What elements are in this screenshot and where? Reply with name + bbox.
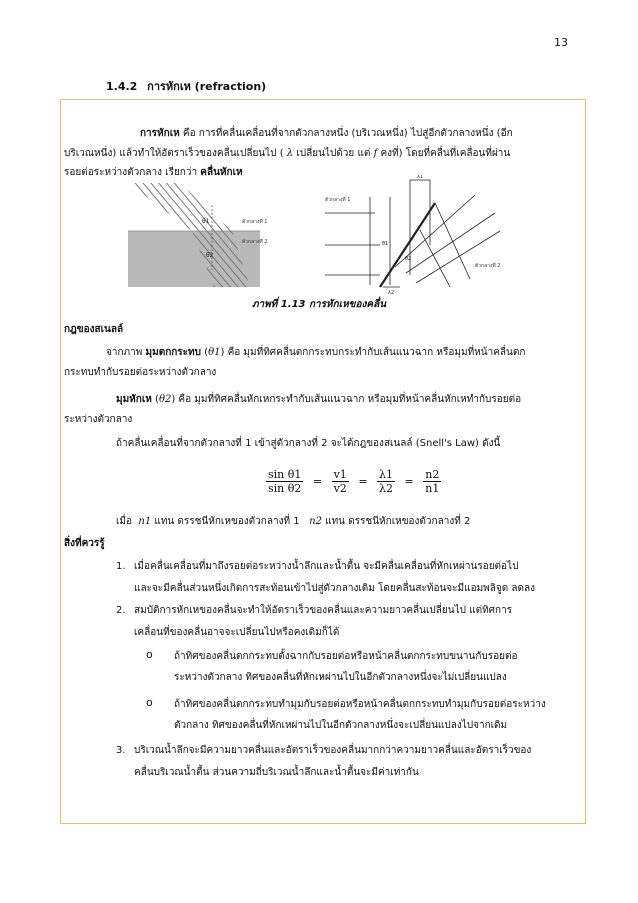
incident-line-2: กระทบทำกับรอยต่อระหว่างตัวกลาง bbox=[64, 367, 217, 378]
v1: v1 bbox=[333, 468, 347, 481]
section-number: 1.4.2 bbox=[106, 80, 138, 93]
sin-theta1: sin θ1 bbox=[268, 468, 302, 481]
item2-line-1: สมบัติการหักเหของคลื่นจะทำให้อัตราเร็วของคลื่นและความยาวคลื่นเปลี่ยนไป แต่ทิศการ bbox=[134, 605, 513, 616]
item3-number: 3. bbox=[116, 745, 126, 756]
incident-term: มุมตกกระทบ bbox=[145, 347, 201, 358]
lambda-symbol: λ bbox=[286, 148, 294, 159]
refract-term: มุมหักเห bbox=[116, 394, 152, 405]
n1: n1 bbox=[425, 482, 440, 495]
item1-number: 1. bbox=[116, 561, 126, 572]
theta2-symbol: θ2 bbox=[158, 394, 172, 405]
theta1-right: θ1 bbox=[382, 241, 389, 247]
sin-theta2: sin θ2 bbox=[268, 482, 302, 495]
lambda1: λ1 bbox=[379, 468, 394, 481]
theta1-left: θ1 bbox=[202, 218, 210, 225]
right-medium-1-label: ตัวกลางที่ 1 bbox=[325, 197, 351, 203]
item1-line-1: เมื่อคลื่นเคลื่อนที่มาถึงรอยต่อระหว่างน้ำลึกและน้ำตื้น จะมีคลื่นเคลื่อนที่หักเหผ่านรอยต่อไป bbox=[134, 561, 519, 572]
left-medium-1-label: ตัวกลางที่ 1 bbox=[242, 219, 268, 225]
where-line bbox=[116, 512, 470, 531]
figure-caption: ภาพที่ 1.13 การหักเหของคลื่น bbox=[251, 299, 387, 310]
left-diagram bbox=[128, 183, 260, 287]
item1-line-2: และจะมีคลื่นส่วนหนึ่งเกิดการสะท้อนเข้าไปสู่ตัวกลางเดิม โดยคลื่นสะท้อนจะมีแอมพลิจูด ลดลง bbox=[134, 583, 536, 594]
lambda2-label: λ2 bbox=[388, 290, 395, 295]
right-diagram bbox=[325, 180, 500, 287]
incident-text-a: จากภาพ bbox=[106, 347, 143, 358]
sub2-line-1: ถ้าทิศของคลื่นตกกระทบทำมุมกับรอยต่อหรือหน้าคลื่นตกกระทบทำมุมกับรอยต่อระหว่าง bbox=[174, 699, 546, 710]
n2: n2 bbox=[425, 468, 440, 481]
snell-equation bbox=[266, 468, 441, 495]
velocity-ratio bbox=[332, 468, 349, 495]
left-medium-2-label: ตัวกลางที่ 2 bbox=[242, 239, 268, 245]
sub2-line-2: ตัวกลาง ทิศของคลื่นที่หักเหผ่านไปในอีกตัวกลางหนึ่งจะเปลี่ยนแปลงไปจากเดิม bbox=[174, 720, 508, 731]
bullet-2: o bbox=[146, 696, 153, 709]
wavelength-ratio bbox=[377, 468, 395, 495]
item2-number: 2. bbox=[116, 605, 126, 616]
refract-text-b: คือ มุมที่ทิศคลื่นหักเหกระทำกับเส้นแนวฉาก หรือมุมที่หน้าคลื่นหักเหทำกับรอยต่อ bbox=[178, 394, 522, 405]
theta2-left: θ2 bbox=[206, 252, 214, 259]
incident-text-b: คือ มุมที่ทิศคลื่นตกกระทบกระทำกับเส้นแนวฉาก หรือมุมที่หน้าคลื่นตก bbox=[227, 347, 526, 358]
intro-line-1 bbox=[140, 124, 513, 143]
section-heading bbox=[106, 77, 266, 95]
section-title: การหักเห (refraction) bbox=[147, 80, 267, 93]
intro-line-2 bbox=[64, 144, 510, 163]
item2-line-2: เคลื่อนที่ของคลื่นอาจจะเปลี่ยนไปหรือคงเดิมก็ได้ bbox=[134, 627, 340, 638]
v2: v2 bbox=[333, 482, 347, 495]
incident-wavefronts bbox=[128, 183, 232, 231]
intro-text-2a: บริเวณหนึ่ง) แล้วทำให้อัตราเร็วของคลื่นเปลี่ยนไป ( bbox=[64, 148, 284, 159]
lambda1-label: λ1 bbox=[417, 175, 424, 180]
intro-text-3: รอยต่อระหว่างตัวกลาง เรียกว่า bbox=[64, 167, 198, 178]
frequency-symbol: f bbox=[373, 148, 378, 159]
n2-symbol: n2 bbox=[309, 516, 322, 527]
snell-law-line: ถ้าคลื่นเคลื่อนที่จากตัวกลางที่ 1 เข้าสู่ตัวกลางที่ 2 จะได้กฎของสเนลล์ (Snell's Law) ดังนี้ bbox=[116, 438, 501, 449]
page-number: 13 bbox=[554, 36, 568, 49]
sub1-line-2: ระหว่างตัวกลาง ทิศของคลื่นที่หักเหผ่านไปในอีกตัวกลางหนึ่งจะไม่เปลี่ยนแปลง bbox=[174, 672, 507, 683]
bullet-1: o bbox=[146, 648, 153, 661]
where-text-a: เมื่อ bbox=[116, 516, 133, 527]
where-text-b: แทน ดรรชนีหักเหของตัวกลางที่ 1 bbox=[154, 516, 300, 527]
item3-line-2: คลื่นบริเวณน้ำตื้น ส่วนความถี่บริเวณน้ำลึกและน้ำตื้นจะมีค่าเท่ากัน bbox=[134, 767, 419, 778]
refracted-wavefront-3 bbox=[416, 231, 500, 283]
intro-text-2b: เปลี่ยนไปด้วย แต่ bbox=[296, 148, 371, 159]
lambda2: λ2 bbox=[379, 482, 394, 495]
where-text-c: แทน ดรรชนีหักเหของตัวกลางที่ 2 bbox=[325, 516, 471, 527]
item3-line-1: บริเวณน้ำลึกจะมีความยาวคลื่นและอัตราเร็วของคลื่นมากกว่าความยาวคลื่นและอัตราเร็วของ bbox=[134, 745, 532, 756]
sub1-line-1: ถ้าทิศของคลื่นตกกระทบตั้งฉากกับรอยต่อหรือหน้าคลื่นตกกระทบขนานกับรอยต่อ bbox=[174, 651, 518, 662]
intro-text-1: คือ การที่คลื่นเคลื่อนที่จากตัวกลางหนึ่ง (บริเวณหนึ่ง) ไปสู่อีกตัวกลางหนึ่ง (อีก bbox=[182, 128, 513, 139]
intro-term: การหักเห bbox=[140, 128, 180, 139]
notes-heading: สิ่งที่ควรรู้ bbox=[64, 538, 105, 549]
sine-ratio bbox=[266, 468, 303, 495]
n1-symbol: n1 bbox=[138, 516, 152, 527]
boundary-bar bbox=[380, 203, 435, 287]
equals-sign: = bbox=[312, 475, 323, 488]
theta1-symbol: θ1 bbox=[208, 347, 221, 358]
incident-line-1: จากภาพ มุมตกกระทบ (θ1) คือ มุมที่ทิศคลื่นตกกระทบกระทำกับเส้นแนวฉาก หรือมุมที่หน้าคลื่นตก bbox=[106, 347, 526, 358]
refracted-wave-term: คลื่นหักเห bbox=[200, 167, 243, 178]
intro-text-2c: คงที่) โดยที่คลื่นที่เคลื่อนที่ผ่าน bbox=[380, 148, 511, 159]
refraction-figure bbox=[120, 175, 520, 295]
equals-sign: = bbox=[404, 475, 414, 488]
right-medium-2-label: ตัวกลางที่ 2 bbox=[475, 263, 501, 269]
snell-heading: กฎของสเนลล์ bbox=[64, 324, 124, 335]
equals-sign: = bbox=[358, 475, 368, 488]
index-ratio bbox=[423, 468, 441, 495]
refract-line-1: มุมหักเห (θ2) คือ มุมที่ทิศคลื่นหักเหกระทำกับเส้นแนวฉาก หรือมุมที่หน้าคลื่นหักเหทำกับรอยต่อ bbox=[116, 394, 522, 405]
theta2-right: θ2 bbox=[405, 256, 412, 262]
refracted-ray-2 bbox=[420, 230, 450, 287]
refract-line-2: ระหว่างตัวกลาง bbox=[64, 414, 133, 425]
